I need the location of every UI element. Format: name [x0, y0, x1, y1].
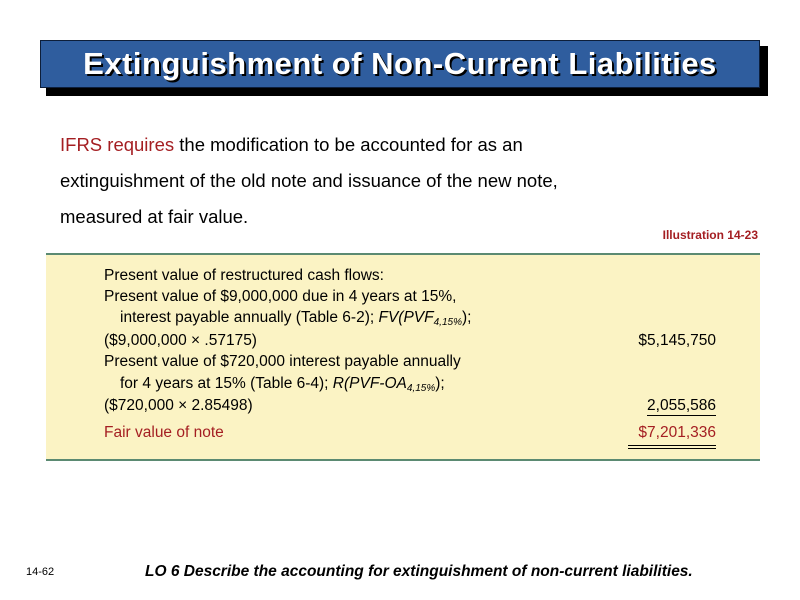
page-title: Extinguishment of Non-Current Liabilities	[83, 46, 717, 81]
pv2-formula: R(PVF-OA	[332, 375, 407, 392]
table-heading: Present value of restructured cash flows:	[104, 267, 384, 284]
title-bar	[40, 40, 760, 88]
fair-value-amount: $7,201,336	[638, 424, 716, 441]
pv2-line-2-text: for 4 years at 15% (Table 6-4);	[120, 375, 333, 392]
intro-lead: IFRS requires	[60, 134, 175, 155]
pv2-formula-close: );	[435, 375, 445, 392]
pv2-line-1: Present value of $720,000 interest payable annually	[104, 353, 461, 370]
learning-objective: LO 6 Describe the accounting for extinguishment of non-current liabilities.	[145, 563, 693, 580]
pv1-formula-subscript: 4,15%	[433, 317, 462, 328]
double-underline-top	[628, 445, 716, 446]
pv1-formula: FV(PVF	[378, 309, 434, 326]
pv1-line-2-text: interest payable annually (Table 6-2);	[120, 309, 379, 326]
pv1-line-2	[120, 308, 471, 333]
pv2-formula-subscript: 4,15%	[406, 383, 436, 394]
pv2-amount-wrap	[647, 396, 716, 416]
illustration-label: Illustration 14-23	[662, 228, 758, 242]
calculation-panel	[46, 253, 760, 461]
pv1-line-3: ($9,000,000 × .57175)	[104, 332, 257, 349]
intro-line-2: extinguishment of the old note and issuance of the new note,	[60, 170, 558, 191]
intro-line-1	[60, 127, 700, 163]
double-underline-bottom	[628, 448, 716, 449]
pv2-amount: 2,055,586	[647, 397, 716, 414]
pv1-line-1: Present value of $9,000,000 due in 4 years at 15%,	[104, 288, 457, 305]
pv2-line-3: ($720,000 × 2.85498)	[104, 397, 253, 414]
intro-line-3: measured at fair value.	[60, 206, 249, 227]
intro-paragraph	[60, 127, 700, 235]
pv1-formula-close: );	[461, 309, 472, 326]
slide-number: 14-62	[26, 566, 55, 578]
intro-line-1-rest: the modification to be accounted for as an	[174, 134, 523, 155]
fair-value-label: Fair value of note	[104, 424, 224, 441]
pv1-amount: $5,145,750	[638, 332, 716, 349]
